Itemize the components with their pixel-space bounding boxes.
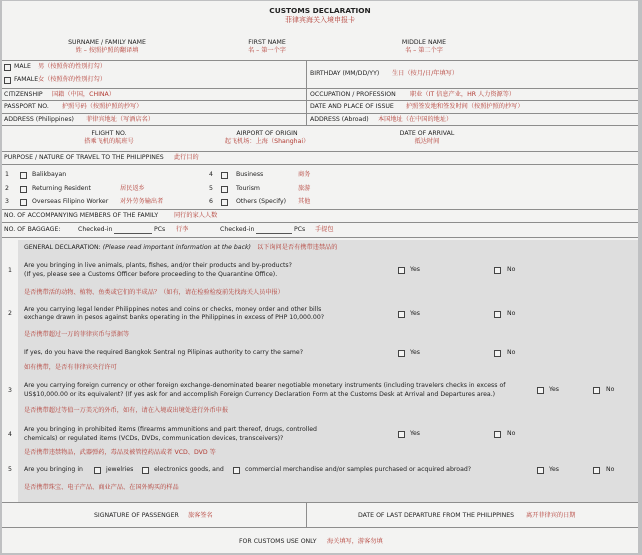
surname-label-cn: 姓 – 按照护照的翻译填 bbox=[75, 47, 139, 54]
customs-use-label-cn: 海关填写，游客勿填 bbox=[327, 538, 383, 545]
baggage-hand-cn: 手提包 bbox=[315, 226, 334, 233]
purpose-checkbox-4[interactable] bbox=[221, 172, 228, 179]
citizenship-label: CITIZENSHIP bbox=[4, 91, 43, 98]
baggage-checked-pcs: PCs bbox=[154, 226, 166, 233]
last-departure-label: DATE OF LAST DEPARTURE FROM THE PHILIPPINES bbox=[358, 512, 515, 519]
q3-text-2: US$10,000.00 or its equivalent? (If yes ask for and accomplish Foreign Currency Declaration Form at the Customs Desk at Arrival and Departures area.) bbox=[24, 391, 496, 398]
q2-no-label: No bbox=[507, 310, 516, 317]
q4-yes-label: Yes bbox=[410, 430, 420, 437]
q5-no-checkbox[interactable] bbox=[593, 467, 600, 474]
q4-text-2: chemicals) or regulated items (VCDs, DVDs, communication devices, transceivers)? bbox=[24, 435, 284, 442]
q2-num: 2 bbox=[8, 310, 12, 317]
male-checkbox[interactable] bbox=[4, 64, 11, 71]
baggage-checked-in-blank[interactable] bbox=[114, 233, 152, 234]
purpose-option-others: Others (Specify) bbox=[236, 198, 287, 205]
surname-label: SURNAME / FAMILY NAME bbox=[68, 39, 146, 46]
q2-yes-checkbox[interactable] bbox=[398, 311, 405, 318]
purpose-label: PURPOSE / NATURE OF TRAVEL TO THE PHILIPPINES bbox=[4, 154, 164, 161]
q1-yes-label: Yes bbox=[410, 266, 420, 273]
purpose-option-tourism: Tourism bbox=[236, 185, 260, 192]
q5-no-label: No bbox=[606, 466, 615, 473]
airport-label: AIRPORT OF ORIGIN bbox=[236, 130, 298, 137]
male-label: MALE bbox=[14, 63, 31, 70]
middle-name-label-cn: 名 – 第二个字 bbox=[405, 47, 443, 54]
q1-text-2: (If yes, please see a Customs Officer before proceeding to the Quarantine Office). bbox=[24, 271, 278, 278]
purpose-option-business: Business bbox=[236, 171, 264, 178]
q5-yes-label: Yes bbox=[549, 466, 559, 473]
q2b-yes-checkbox[interactable] bbox=[398, 350, 405, 357]
birthday-label-cn: 生日（按月/日/年填写） bbox=[392, 70, 459, 77]
q2b-text: If yes, do you have the required Bangkok Sentral ng Pilipinas authority to carry the same? bbox=[24, 349, 303, 356]
issue-label: DATE AND PLACE OF ISSUE bbox=[310, 103, 394, 110]
purpose-num-2: 2 bbox=[5, 185, 9, 192]
q1-no-checkbox[interactable] bbox=[494, 267, 501, 274]
flight-no-label: FLIGHT NO. bbox=[91, 130, 127, 137]
form-subtitle-cn: 菲律宾海关入境申报卡 bbox=[285, 16, 355, 24]
passport-label-cn: 护照号码（按照护照的抄写） bbox=[62, 103, 143, 110]
purpose-option-tourism-cn: 旅游 bbox=[298, 185, 311, 192]
q5-text-pre: Are you bringing in bbox=[24, 466, 83, 473]
baggage-checked-in-label: Checked-in bbox=[78, 226, 113, 233]
q2-yes-label: Yes bbox=[410, 310, 420, 317]
q3-yes-checkbox[interactable] bbox=[537, 387, 544, 394]
general-declaration-label: GENERAL DECLARATION: bbox=[24, 244, 101, 251]
first-name-label-cn: 名 – 第一个字 bbox=[248, 47, 286, 54]
q4-yes-checkbox[interactable] bbox=[398, 431, 405, 438]
female-label: FAMALE bbox=[14, 76, 39, 83]
q5-jewelries-label: jewelries bbox=[106, 466, 134, 473]
q5-yes-checkbox[interactable] bbox=[537, 467, 544, 474]
purpose-checkbox-6[interactable] bbox=[221, 199, 228, 206]
q1-num: 1 bbox=[8, 267, 12, 274]
q1-text-cn: 是否携带活的动物、植物、鱼类或它们的半成品？（如有，请在检验检疫前先找海关人员申报） bbox=[24, 289, 284, 296]
baggage-hand-blank[interactable] bbox=[256, 233, 292, 234]
q2b-no-checkbox[interactable] bbox=[494, 350, 501, 357]
airport-label-cn: 起飞机场：上海（Shanghai） bbox=[224, 138, 310, 145]
q5-merchandise-checkbox[interactable] bbox=[233, 467, 240, 474]
q2-no-checkbox[interactable] bbox=[494, 311, 501, 318]
q1-no-label: No bbox=[507, 266, 516, 273]
q1-yes-checkbox[interactable] bbox=[398, 267, 405, 274]
general-declaration-note: (Please read important information at the back) bbox=[102, 244, 251, 251]
q2-text-2: exchange drawn in pesos against banks operating in the Philippines in excess of PHP 10,000.00? bbox=[24, 314, 325, 321]
q3-no-checkbox[interactable] bbox=[593, 387, 600, 394]
baggage-label: NO. OF BAGGAGE: bbox=[4, 226, 61, 233]
purpose-checkbox-2[interactable] bbox=[20, 186, 27, 193]
q2b-text-cn: 如有携带，是否有菲律宾央行许可 bbox=[24, 364, 117, 371]
q5-electronics-checkbox[interactable] bbox=[142, 467, 149, 474]
signature-label-cn: 旅客签名 bbox=[188, 512, 213, 519]
arrival-label: DATE OF ARRIVAL bbox=[399, 130, 455, 137]
general-declaration-cn: 以下询问是否有携带违禁品的 bbox=[257, 244, 338, 251]
form-title: CUSTOMS DECLARATION bbox=[269, 6, 371, 15]
passport-label: PASSPORT NO. bbox=[4, 103, 49, 110]
female-checkbox[interactable] bbox=[4, 77, 11, 84]
occupation-label-cn: 职业（IT 信息产业，HR 人力资源等） bbox=[410, 91, 516, 98]
q3-no-label: No bbox=[606, 386, 615, 393]
address-ph-label: ADDRESS (Philippines) bbox=[4, 116, 74, 123]
male-label-cn: 男（按照你的性别打勾） bbox=[38, 63, 107, 70]
last-departure-label-cn: 离开菲律宾的日期 bbox=[526, 512, 576, 519]
purpose-num-1: 1 bbox=[5, 171, 9, 178]
address-ph-label-cn: 菲律宾地址（写酒店名） bbox=[86, 116, 155, 123]
q2b-yes-label: Yes bbox=[410, 349, 420, 356]
customs-use-label: FOR CUSTOMS USE ONLY bbox=[239, 538, 317, 545]
purpose-checkbox-1[interactable] bbox=[20, 172, 27, 179]
accompanying-label-cn: 同行的家人人数 bbox=[174, 212, 218, 219]
purpose-option-balikbayan: Balikbayan bbox=[32, 171, 67, 178]
purpose-option-business-cn: 商务 bbox=[298, 171, 311, 178]
purpose-checkbox-5[interactable] bbox=[221, 186, 228, 193]
general-declaration-heading bbox=[24, 244, 251, 252]
address-abroad-label-cn: 本国地址（在中国的地址） bbox=[378, 116, 453, 123]
purpose-checkbox-3[interactable] bbox=[20, 199, 27, 206]
baggage-checked-cn: 行李 bbox=[176, 226, 189, 233]
baggage-hand-pcs: PCs bbox=[294, 226, 306, 233]
q1-text-1: Are you bringing in live animals, plants, fishes, and/or their products and by-products? bbox=[24, 262, 292, 269]
q4-text-1: Are you bringing in prohibited items (firearms ammunitions and part thereof, drugs, controlled bbox=[24, 426, 317, 433]
q3-text-1: Are you carrying foreign currency or other foreign exchange-denominated bearer negotiable monetary instruments (including travelers checks in excess of bbox=[24, 382, 506, 389]
purpose-label-cn: 此行目的 bbox=[174, 154, 199, 161]
baggage-hand-label: Checked-in bbox=[220, 226, 255, 233]
q2-text-1: Are you carrying legal lender Philippines notes and coins or checks, money order and other bills bbox=[24, 306, 322, 313]
address-abroad-label: ADDRESS (Abroad) bbox=[310, 116, 369, 123]
q3-yes-label: Yes bbox=[549, 386, 559, 393]
purpose-num-5: 5 bbox=[209, 185, 213, 192]
q2-text-cn: 是否携带超过一万的菲律宾币与票据等 bbox=[24, 331, 130, 338]
purpose-num-3: 3 bbox=[5, 198, 9, 205]
citizenship-label-cn: 国籍（中国，CHINA） bbox=[52, 91, 115, 98]
q5-text-cn: 是否携带珠宝、电子产品、商业产品、在国外购买的样品 bbox=[24, 484, 179, 491]
female-label-cn: 女（按照你的性别打勾） bbox=[38, 76, 107, 83]
q4-no-checkbox[interactable] bbox=[494, 431, 501, 438]
purpose-option-ofw-cn: 对外劳务输出者 bbox=[120, 198, 164, 205]
q5-electronics-label: electronics goods, and bbox=[154, 466, 224, 473]
purpose-option-others-cn: 其他 bbox=[298, 198, 311, 205]
customs-declaration-form bbox=[2, 1, 638, 553]
q2b-no-label: No bbox=[507, 349, 516, 356]
occupation-label: OCCUPATION / PROFESSION bbox=[310, 91, 396, 98]
q4-text-cn: 是否携带违禁物品，武器弹药，毒品及被管控药品或者 VCD、DVD 等 bbox=[24, 449, 216, 456]
middle-name-label: MIDDLE NAME bbox=[401, 39, 447, 46]
q5-jewelries-checkbox[interactable] bbox=[94, 467, 101, 474]
purpose-num-4: 4 bbox=[209, 171, 213, 178]
arrival-label-cn: 抵达时间 bbox=[414, 138, 440, 145]
purpose-option-ofw: Overseas Filipino Worker bbox=[32, 198, 109, 205]
issue-label-cn: 护照签发地和签发时间（按照护照的抄写） bbox=[406, 103, 524, 110]
flight-no-label-cn: 搭乘飞机的航班号 bbox=[84, 138, 134, 145]
first-name-label: FIRST NAME bbox=[248, 39, 286, 46]
purpose-num-6: 6 bbox=[209, 198, 213, 205]
purpose-option-returning-resident: Returning Resident bbox=[32, 185, 91, 192]
birthday-label: BIRTHDAY (MM/DD/YY) bbox=[310, 70, 380, 77]
q3-num: 3 bbox=[8, 387, 12, 394]
q4-num: 4 bbox=[8, 431, 12, 438]
purpose-option-returning-resident-cn: 居民返乡 bbox=[120, 185, 145, 192]
q5-num: 5 bbox=[8, 466, 12, 473]
q5-merchandise-label: commercial merchandise and/or samples purchased or acquired abroad? bbox=[245, 466, 472, 473]
q4-no-label: No bbox=[507, 430, 516, 437]
signature-label: SIGNATURE OF PASSENGER bbox=[94, 512, 179, 519]
accompanying-label: NO. OF ACCOMPANYING MEMBERS OF THE FAMILY bbox=[4, 212, 159, 219]
q3-text-cn: 是否携带超过等值一万美元的外币，如有，请在入境或出境处进行外币申报 bbox=[24, 407, 229, 414]
